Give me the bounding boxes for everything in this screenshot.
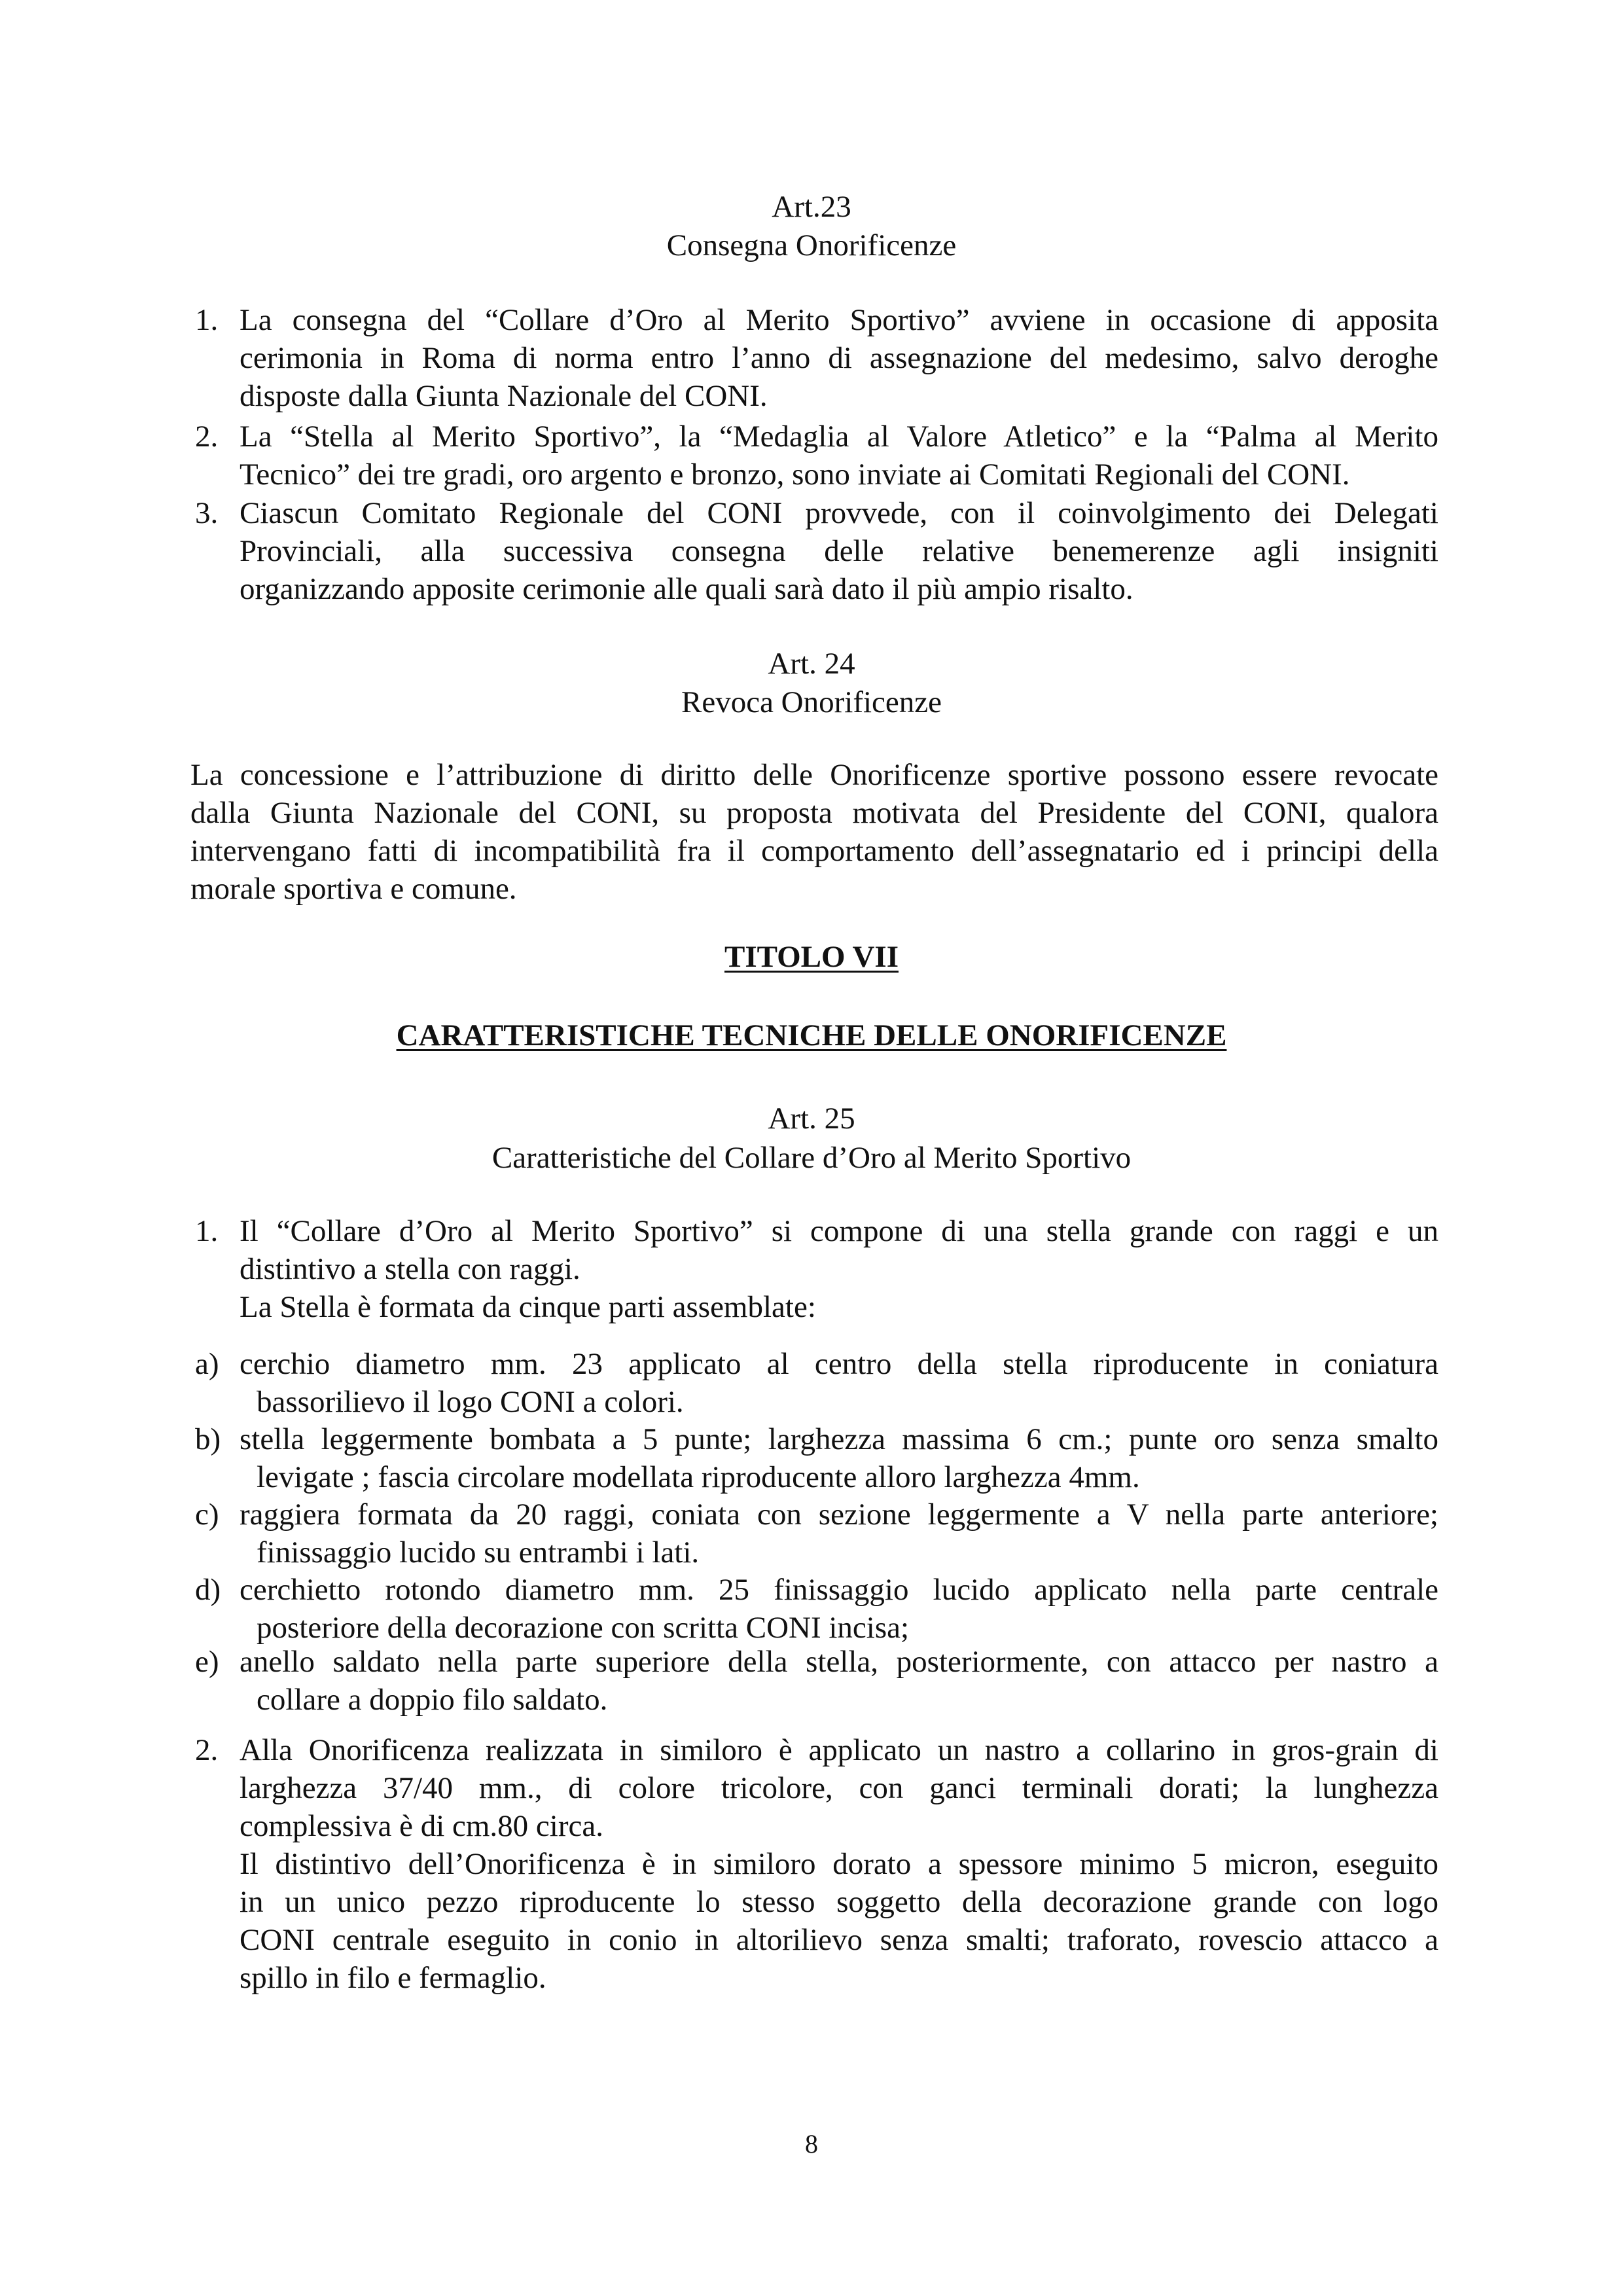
paragraph-line: La Stella è formata da cinque parti assemblate: (240, 1290, 816, 1324)
paragraph-line: larghezza 37/40 mm., di colore tricolore, con ganci terminali dorati; la lunghezza (240, 1771, 1438, 1805)
paragraph-line: spillo in filo e fermaglio. (240, 1961, 546, 1995)
paragraph-line: Alla Onorificenza realizzata in similoro è applicato un nastro a collarino in gros-grain di (240, 1733, 1438, 1767)
paragraph-line: intervengano fatti di incompatibilità fra il comportamento dell’assegnatario ed i principi della (190, 834, 1438, 868)
article-23-item-1 (240, 301, 1438, 415)
subitem-label: a) (195, 1347, 219, 1381)
paragraph-line: distintivo a stella con raggi. (240, 1252, 580, 1286)
paragraph-line: bassorilievo il logo CONI a colori. (257, 1385, 684, 1419)
article-25-item-2 (240, 1731, 1438, 1997)
paragraph-line: cerchio diametro mm. 23 applicato al centro della stella riproducente in coniatura (240, 1347, 1438, 1381)
paragraph-line: La consegna del “Collare d’Oro al Merito Sportivo” avviene in occasione di apposita (240, 303, 1438, 337)
paragraph-line: stella leggermente bombata a 5 punte; larghezza massima 6 cm.; punte oro senza smalto (240, 1422, 1438, 1456)
paragraph-line: finissaggio lucido su entrambi i lati. (257, 1535, 700, 1570)
article-23-number: Art.23 (772, 190, 851, 224)
paragraph-line: Il “Collare d’Oro al Merito Sportivo” si compone di una stella grande con raggi e un (240, 1214, 1438, 1248)
article-23-title: Consegna Onorificenze (666, 228, 957, 262)
article-25-number: Art. 25 (768, 1102, 855, 1136)
article-23-item-number: 1. (195, 303, 219, 337)
subitem-a (240, 1345, 1438, 1421)
subitem-b (240, 1420, 1438, 1496)
article-25-title: Caratteristiche del Collare d’Oro al Merito Sportivo (491, 1141, 1132, 1175)
article-23-item-2 (240, 418, 1438, 493)
paragraph-line: cerchietto rotondo diametro mm. 25 finissaggio lucido applicato nella parte centrale (240, 1573, 1438, 1607)
paragraph-line: raggiera formata da 20 raggi, coniata con sezione leggermente a V nella parte anteriore; (240, 1498, 1438, 1532)
article-24-paragraph (190, 756, 1438, 908)
article-23-item-number: 2. (195, 420, 219, 454)
paragraph-line: collare a doppio filo saldato. (257, 1683, 608, 1717)
subitem-c (240, 1496, 1438, 1571)
section-title: TITOLO VII (724, 940, 899, 974)
paragraph-line: anello saldato nella parte superiore della stella, posteriormente, con attacco per nastro a (240, 1645, 1438, 1679)
paragraph-line: Ciascun Comitato Regionale del CONI provvede, con il coinvolgimento dei Delegati (240, 496, 1438, 530)
subitem-e (240, 1643, 1438, 1719)
subitem-label: d) (195, 1573, 221, 1607)
paragraph-line: cerimonia in Roma di norma entro l’anno di assegnazione del medesimo, salvo deroghe (240, 341, 1438, 375)
article-23-item-number: 3. (195, 496, 219, 530)
article-25-item-number: 1. (195, 1214, 219, 1248)
paragraph-line: Tecnico” dei tre gradi, oro argento e bronzo, sono inviate ai Comitati Regionali del CONI. (240, 457, 1350, 492)
paragraph-line: Provinciali, alla successiva consegna delle relative benemerenze agli insigniti (240, 534, 1438, 568)
paragraph-line: levigate ; fascia circolare modellata riproducente alloro larghezza 4mm. (257, 1460, 1140, 1494)
paragraph-line: dalla Giunta Nazionale del CONI, su proposta motivata del Presidente del CONI, qualora (190, 796, 1438, 830)
subitem-label: e) (195, 1645, 219, 1679)
paragraph-line: La “Stella al Merito Sportivo”, la “Medaglia al Valore Atletico” e la “Palma al Merito (240, 420, 1438, 454)
paragraph-line: CONI centrale eseguito in conio in altorilievo senza smalti; traforato, rovescio attacco a (240, 1923, 1438, 1957)
paragraph-line: La concessione e l’attribuzione di diritto delle Onorificenze sportive possono essere revocate (190, 758, 1438, 792)
paragraph-line: complessiva è di cm.80 circa. (240, 1809, 603, 1843)
subitem-label: b) (195, 1422, 221, 1456)
article-25-item-number: 2. (195, 1733, 219, 1767)
paragraph-line: disposte dalla Giunta Nazionale del CONI. (240, 379, 768, 413)
paragraph-line: in un unico pezzo riproducente lo stesso soggetto della decorazione grande con logo (240, 1885, 1438, 1919)
article-23-item-3 (240, 494, 1438, 608)
paragraph-line: posteriore della decorazione con scritta CONI incisa; (257, 1611, 910, 1645)
paragraph-line: morale sportiva e comune. (190, 872, 517, 906)
paragraph-line: Il distintivo dell’Onorificenza è in similoro dorato a spessore minimo 5 micron, eseguito (240, 1847, 1438, 1881)
section-subtitle: CARATTERISTICHE TECNICHE DELLE ONORIFICENZE (396, 1018, 1227, 1052)
article-25-item-1 (240, 1212, 1438, 1326)
page-number: 8 (805, 2129, 818, 2159)
subitem-label: c) (195, 1498, 219, 1532)
article-24-title: Revoca Onorificenze (681, 685, 942, 719)
paragraph-line: organizzando apposite cerimonie alle quali sarà dato il più ampio risalto. (240, 572, 1133, 606)
article-24-number: Art. 24 (768, 647, 855, 681)
subitem-d (240, 1571, 1438, 1647)
